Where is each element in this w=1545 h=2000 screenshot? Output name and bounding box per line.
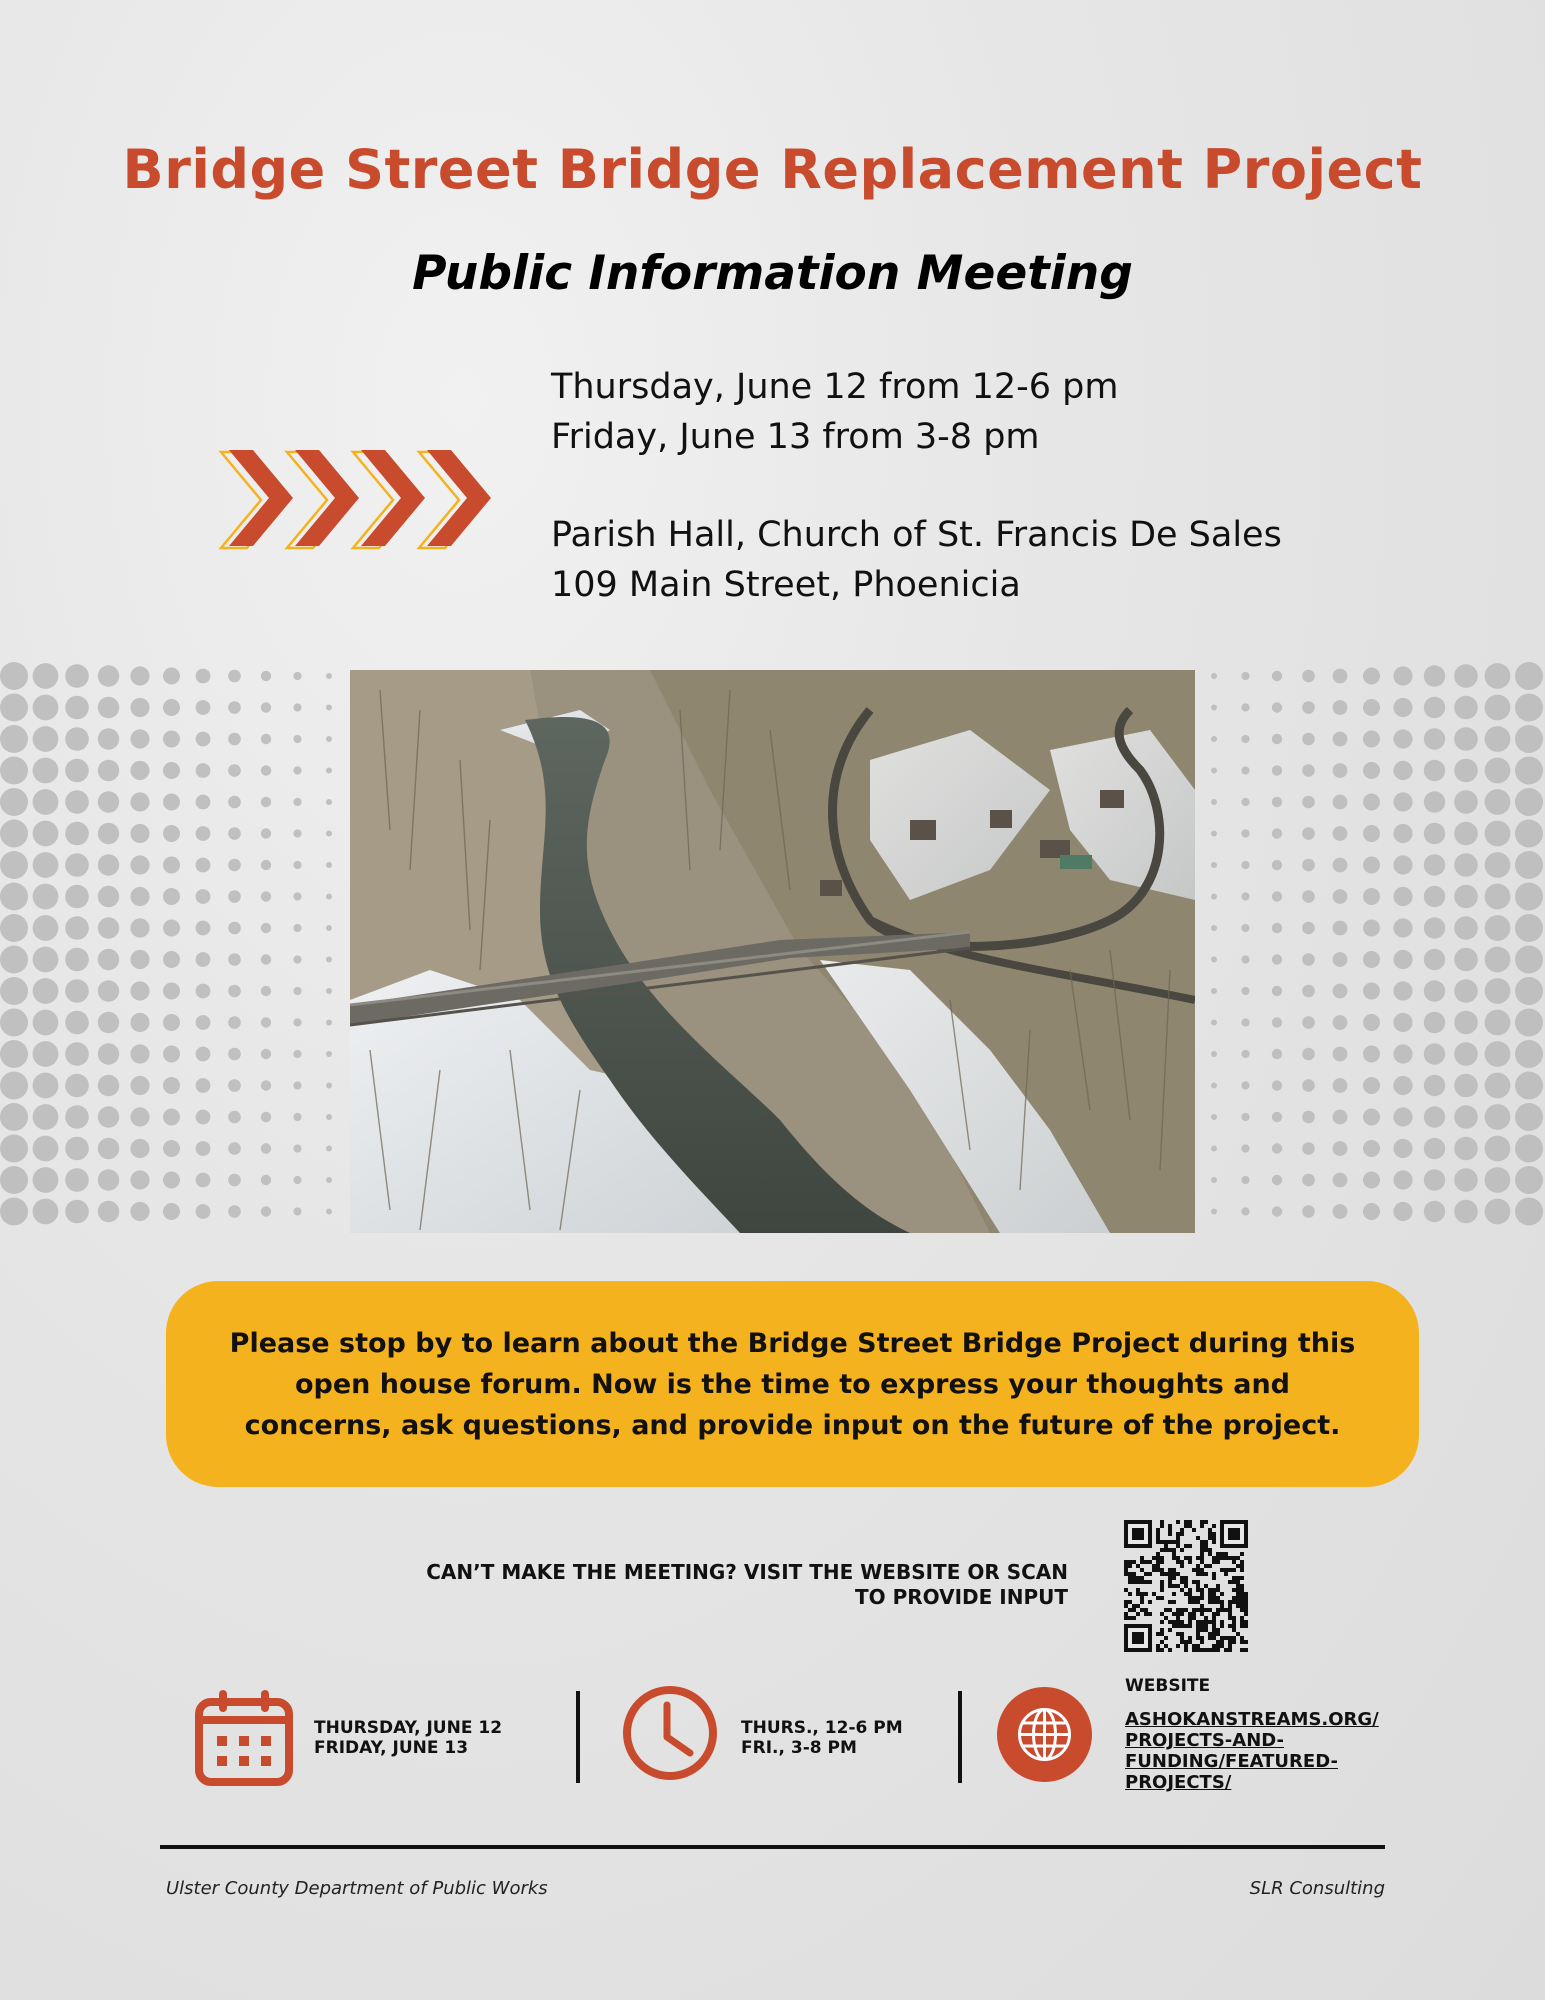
footer-right: SLR Consulting [1249,1878,1385,1899]
callout-text: Please stop by to learn about the Bridge Street Bridge Project during this open house forum. Now is the time to express your thoughts and concerns, ask questions, and provide input on the future of the project. [229,1327,1356,1441]
halftone-dots-left [0,662,345,1242]
divider-1 [576,1691,580,1783]
page-subtitle: Public Information Meeting [412,246,1133,301]
globe-icon [997,1687,1092,1782]
dates-line-2: FRIDAY, JUNE 13 [314,1738,469,1758]
clock-icon [620,1683,720,1783]
cta-line-2: TO PROVIDE INPUT [855,1585,1068,1609]
website-url-line-3: FUNDING/FEATURED- [1125,1751,1338,1772]
times-line-1: THURS., 12-6 PM [741,1718,903,1738]
divider-2 [958,1691,962,1783]
calendar-icon [195,1690,293,1786]
footer-left: Ulster County Department of Public Works [166,1878,548,1899]
meeting-address: 109 Main Street, Phoenicia [551,565,1021,605]
website-url-line-2: PROJECTS-AND- [1125,1730,1285,1751]
website-url-line-4: PROJECTS/ [1125,1772,1232,1793]
website-label: WEBSITE [1125,1676,1211,1696]
times-line-2: FRI., 3-8 PM [741,1738,857,1758]
page-title: Bridge Street Bridge Replacement Project [122,138,1423,201]
cta-line-1: CAN’T MAKE THE MEETING? VISIT THE WEBSITE OR SCAN [426,1560,1068,1584]
website-link[interactable] [1125,1709,1379,1793]
halftone-dots-right [1200,662,1545,1242]
meeting-date-2: Friday, June 13 from 3-8 pm [551,417,1040,457]
chevrons-icon [215,448,505,554]
dates-line-1: THURSDAY, JUNE 12 [314,1718,503,1738]
website-url-line-1: ASHOKANSTREAMS.ORG/ [1125,1709,1379,1730]
meeting-date-1: Thursday, June 12 from 12-6 pm [551,367,1119,407]
footer-divider [160,1845,1385,1849]
qr-code-icon[interactable] [1124,1517,1248,1655]
callout-banner [166,1281,1419,1487]
meeting-venue: Parish Hall, Church of St. Francis De Sales [551,515,1282,555]
aerial-bridge-photo [350,670,1195,1233]
cta-text [380,1560,1068,1610]
